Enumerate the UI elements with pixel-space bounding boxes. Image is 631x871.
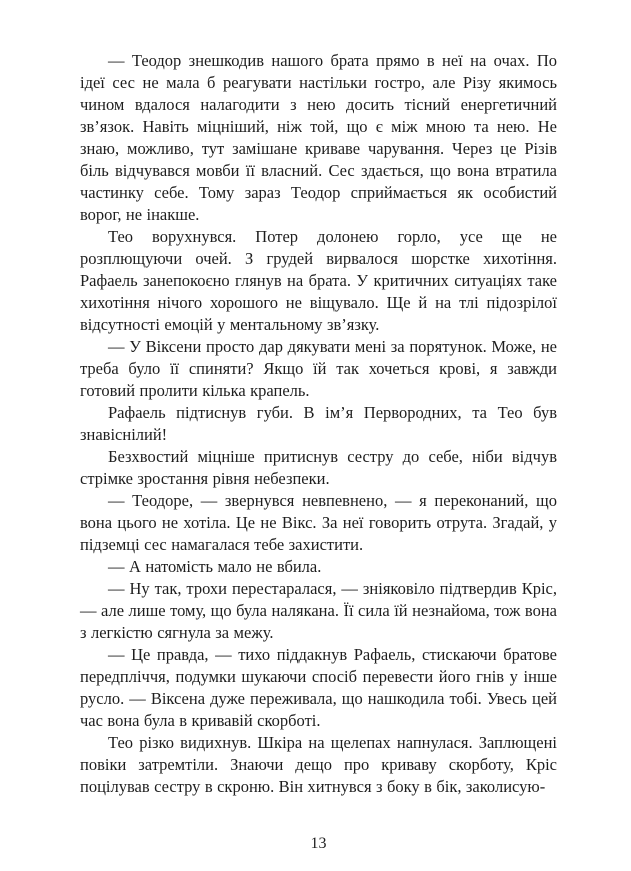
paragraph: — У Віксени просто дар дякувати мені за порятунок. Може, не треба було її спиняти? Якщо їй так хочеться крові, я завжди готовий пролити кілька крапель. [80,337,557,400]
paragraph: — Теодоре, — звернувся невпевнено, — я переконаний, що вона цього не хотіла. Це не Вікс. За неї говорить отрута. Згадай, у підземці сес намагалася тебе захистити. [80,491,557,554]
paragraph: — Це правда, — тихо піддакнув Рафаель, стискаючи братове передпліччя, подумки шукаючи спосіб перевести його гнів у інше русло. — Віксена дуже переживала, що нашкодила тобі. Увесь цей час вона була в кривавій скорботі. [80,645,557,730]
paragraph: Безхвостий міцніше притиснув сестру до себе, ніби відчув стрімке зростання рівня небезпеки. [80,447,557,488]
page-text [80,50,557,798]
paragraph: — Теодор знешкодив нашого брата прямо в неї на очах. По ідеї сес не мала б реагувати настільки гостро, але Різу якимось чином вдалося налагодити з нею досить тісний енергетичний зв’язок. Навіть міцніший, ніж той, що є між мною та нею. Не знаю, можливо, тут замішане криваве чарування. Через це Різів біль відчувався мовби її власний. Сес здається, що вона втратила частинку себе. Тому зараз Теодор сприймається як особистий ворог, не інакше. [80,51,557,224]
paragraph: Тео різко видихнув. Шкіра на щелепах напнулася. Заплющені повіки затремтіли. Знаючи дещо про криваву скорботу, Кріс поцілував сестру в скроню. Він хитнувся з боку в бік, заколисую- [80,733,557,796]
paragraph: Рафаель підтиснув губи. В ім’я Первородних, та Тео був знавіснілий! [80,403,557,444]
paragraph: — А натомість мало не вбила. [108,557,322,576]
page-number: 13 [310,835,327,852]
paragraph: — Ну так, трохи перестаралася, — зніяковіло підтвердив Кріс, — але лише тому, що була налякана. Її сила їй незнайома, тож вона з легкістю сягнула за межу. [80,579,557,642]
paragraph: Тео ворухнувся. Потер долонею горло, усе ще не розплющуючи очей. З грудей вирвалося шорстке хихотіння. Рафаель занепокоєно глянув на брата. У критичних ситуаціях таке хихотіння нічого хорошого не віщувало. Ще й на тлі підозрілої відсутності емоцій у ментальному зв’язку. [80,227,557,334]
